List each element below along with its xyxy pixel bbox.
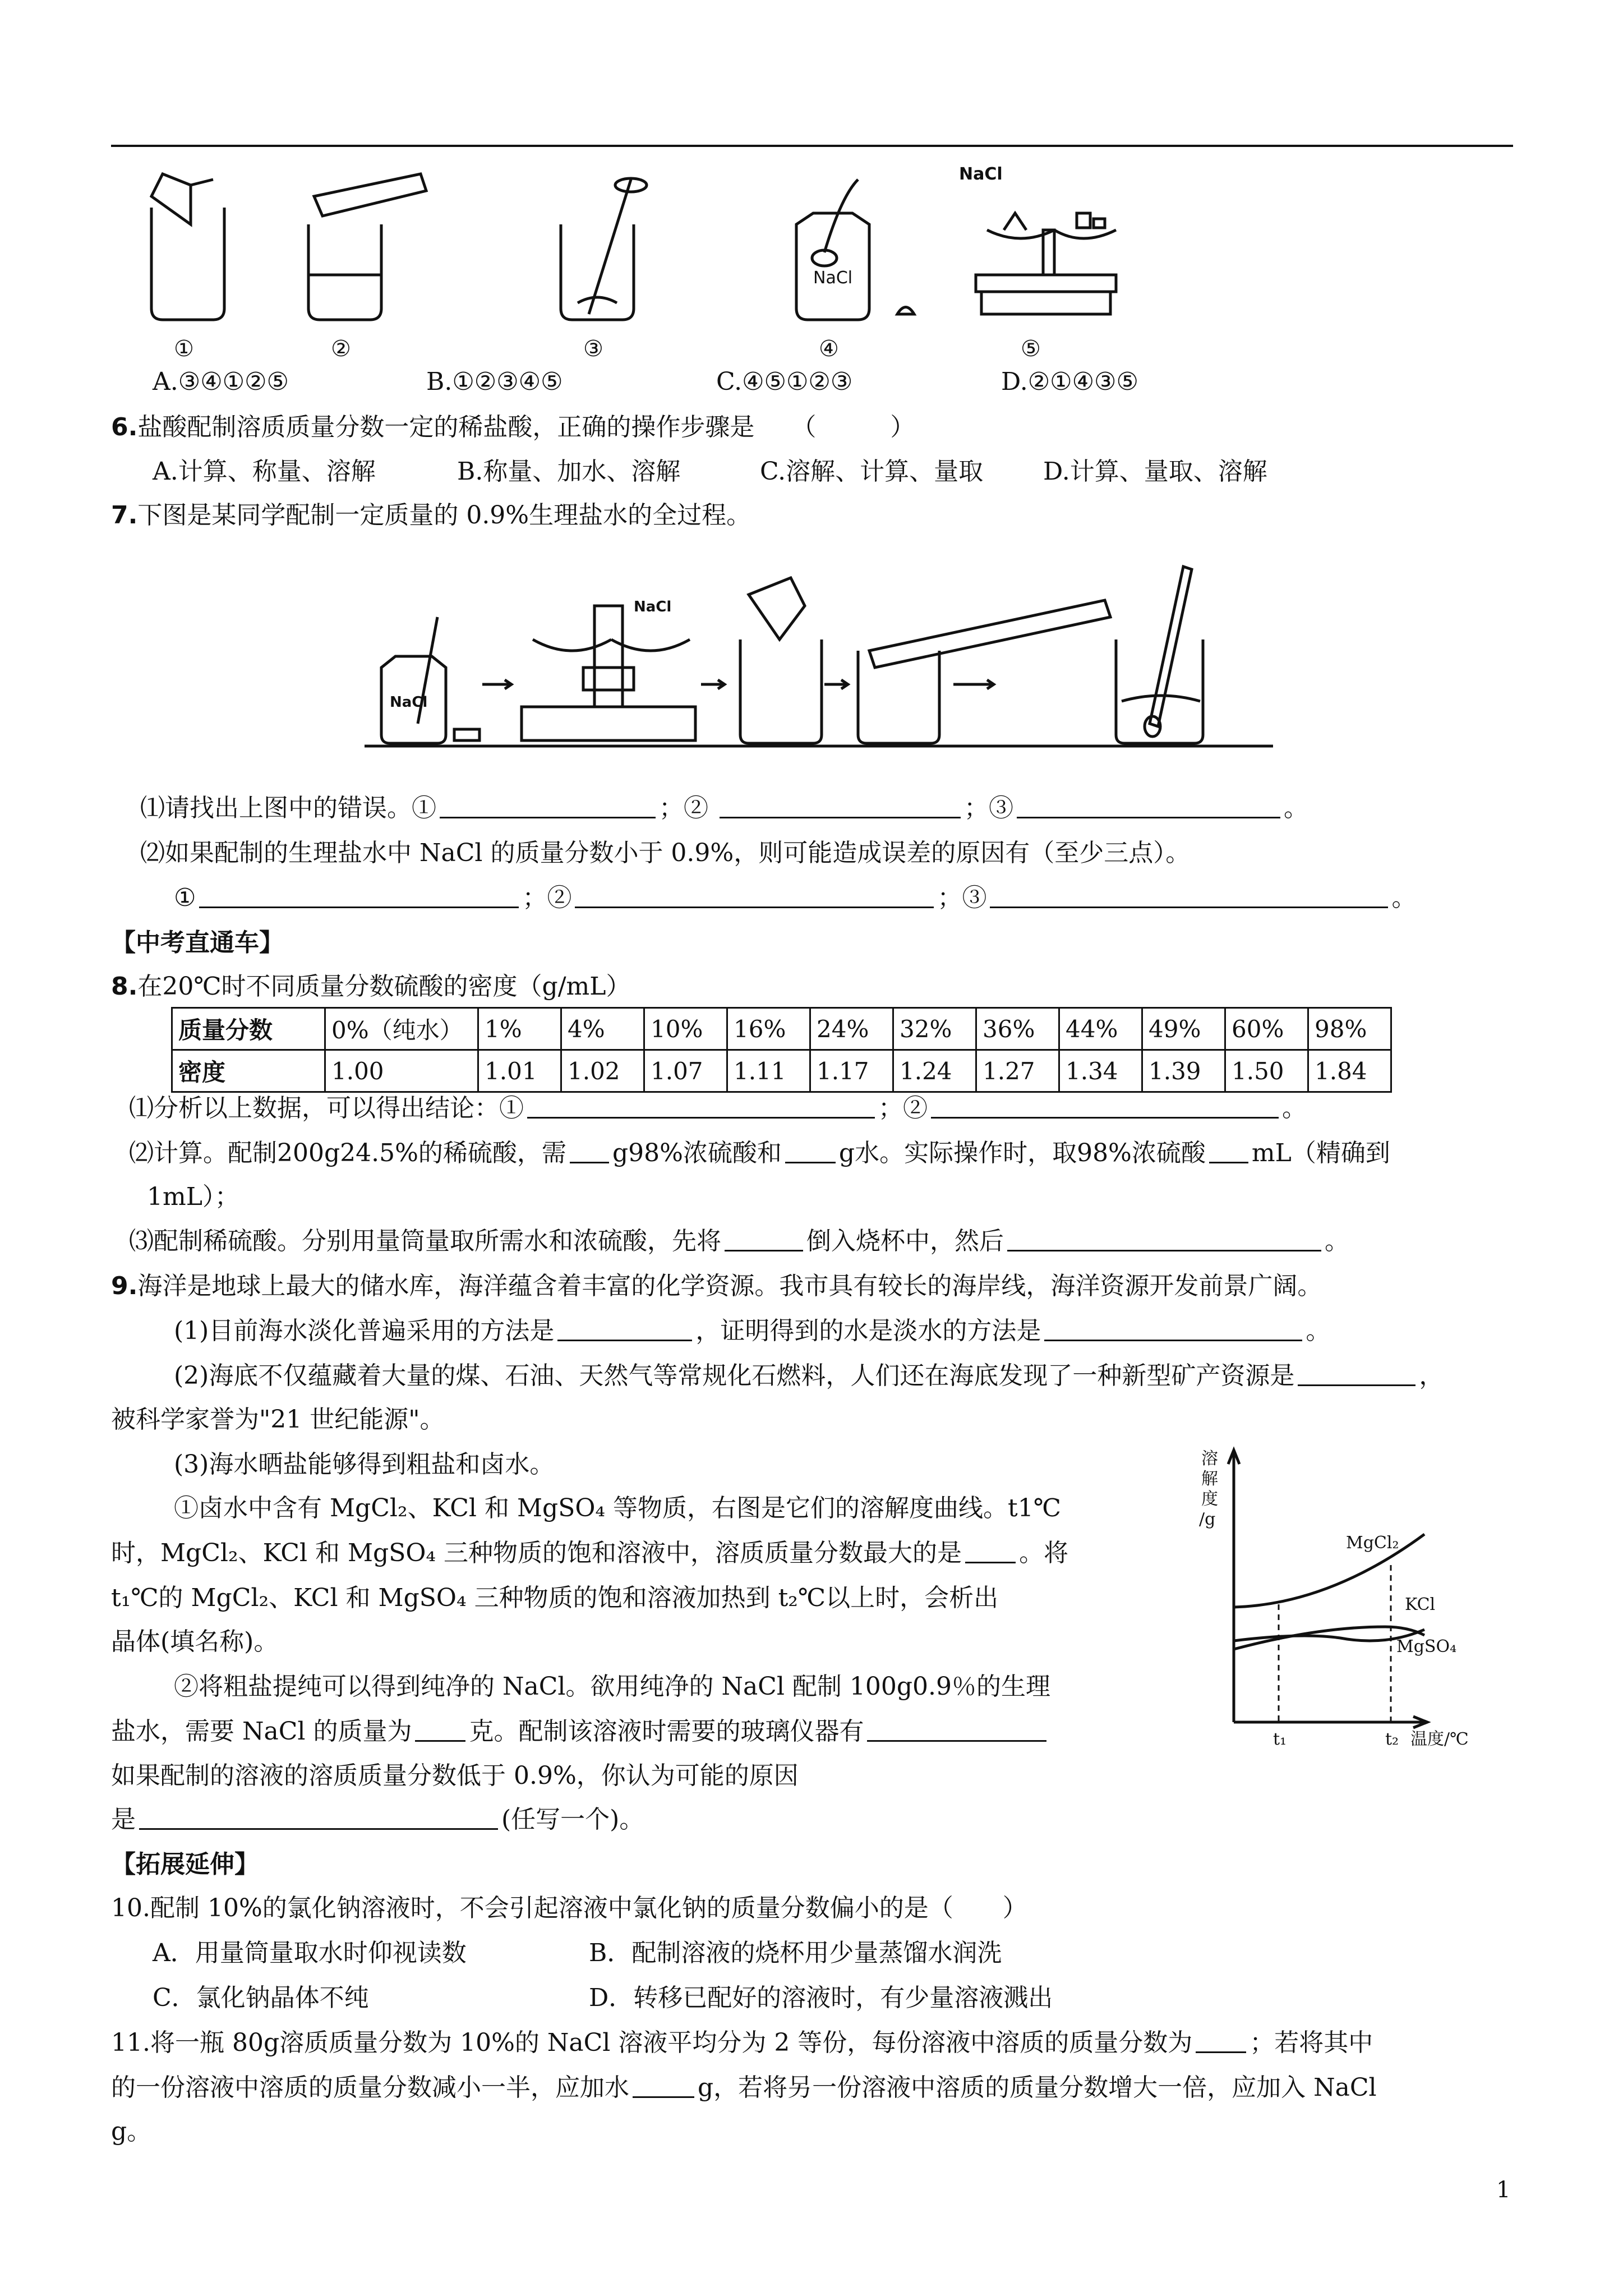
q9-part1 <box>174 1317 1330 1346</box>
table-header-fraction: 质量分数 <box>172 1008 325 1050</box>
table-cell: 1.84 <box>1308 1050 1391 1092</box>
q11-l2b: g，若将另一份溶液中溶质的质量分数增大一倍，应加入 NaCl <box>698 2073 1377 2102</box>
q8-part2-b: g98%浓硫酸和 <box>612 1139 782 1167</box>
q11-blank-1[interactable] <box>1196 2029 1246 2053</box>
q7-part2-blank-3[interactable] <box>990 884 1388 908</box>
q9-c2-l2b: 克。配制该溶液时需要的玻璃仪器有 <box>469 1717 864 1746</box>
table-cell: 16% <box>727 1008 810 1050</box>
q7-p2-circled-1: ① <box>174 884 196 912</box>
table-cell: 1.34 <box>1059 1050 1142 1092</box>
q8-text: 在20℃时不同质量分数硫酸的密度（g/mL） <box>137 972 631 1001</box>
q9-p1-a: (1)目前海水淡化普遍采用的方法是 <box>174 1317 555 1345</box>
q11-blank-2[interactable] <box>633 2074 694 2098</box>
q9-part3: (3)海水晒盐能够得到粗盐和卤水。 <box>174 1450 555 1479</box>
q8-part3-blank-1[interactable] <box>725 1227 803 1251</box>
graph-ylabel-2: 解 <box>1201 1469 1218 1489</box>
q7-part2-blanks <box>174 884 1416 913</box>
q7-part1-blank-1[interactable] <box>440 794 656 818</box>
q11-l2a: 的一份溶液中溶质的质量分数减小一半，应加水 <box>111 2073 629 2102</box>
q7-p2-circled-3: ③ <box>962 884 987 912</box>
q7-sep-1: ； <box>659 794 684 822</box>
q8-part3-c: 。 <box>1325 1227 1349 1255</box>
q7-p2-sep-1: ； <box>522 884 547 912</box>
q8-part1-end: 。 <box>1282 1094 1307 1122</box>
table-cell: 1.27 <box>976 1050 1059 1092</box>
q10-option-a: A．用量筒量取水时仰视读数 <box>153 1939 467 1967</box>
graph-ylabel-4: /g <box>1199 1510 1216 1529</box>
q9-c2-l2a: 盐水，需要 NaCl 的质量为 <box>111 1717 412 1746</box>
q11-line3: g。 <box>111 2117 152 2146</box>
q9-c2-l4a: 是 <box>111 1805 136 1834</box>
figure-num-1: ① <box>174 336 194 362</box>
figure-num-5: ⑤ <box>1021 336 1041 362</box>
section-ext-heading: 【拓展延伸】 <box>111 1850 259 1879</box>
q8-part2-blank-2[interactable] <box>785 1139 836 1163</box>
label-mgcl2: MgCl₂ <box>1346 1533 1399 1553</box>
q8-part2-cont: 1mL）； <box>147 1182 239 1211</box>
graph-xlabel: 温度/℃ <box>1410 1729 1469 1749</box>
q8-stem <box>111 972 630 1002</box>
q5-option-a: A.③④①②⑤ <box>153 367 289 396</box>
q10-option-b: B．配制溶液的烧杯用少量蒸馏水润洗 <box>589 1939 1002 1967</box>
table-header-density: 密度 <box>172 1050 325 1092</box>
q6-option-c: C.溶解、计算、量取 <box>760 457 984 486</box>
graph-ylabel-1: 溶 <box>1201 1449 1218 1469</box>
table-cell: 32% <box>893 1008 976 1050</box>
label-t2: t₂ <box>1385 1729 1399 1749</box>
page-number: 1 <box>1496 2177 1511 2203</box>
q9-c1-l2b: 。将 <box>1019 1539 1069 1567</box>
q8-part1-prefix: ⑴分析以上数据，可以得出结论：① <box>129 1094 524 1122</box>
balance-nacl-label: NaCl <box>959 164 1003 184</box>
q7-part2-blank-2[interactable] <box>575 884 934 908</box>
label-kcl: KCl <box>1405 1595 1436 1614</box>
q7-p2-end: 。 <box>1391 884 1417 912</box>
table-cell: 4% <box>561 1008 644 1050</box>
q7-jar-label: NaCl <box>390 694 428 711</box>
q9-c2-line4 <box>111 1805 644 1835</box>
q9-p2-a: (2)海底不仅蕴藏着大量的煤、石油、天然气等常规化石燃料，人们还在海底发现了一种新型矿产资源是 <box>174 1361 1295 1390</box>
figure-num-2: ② <box>331 336 351 362</box>
table-cell: 60% <box>1225 1008 1308 1050</box>
q7-part2-blank-1[interactable] <box>199 884 519 908</box>
q5-option-d: D.②①④③⑤ <box>1001 367 1138 396</box>
q9-c1-blank[interactable] <box>965 1539 1016 1563</box>
q8-number: 8. <box>111 972 138 1001</box>
q10-option-c: C．氯化钠晶体不纯 <box>153 1984 369 2012</box>
q9-c2-line3: 如果配制的溶液的溶质质量分数低于 0.9%，你认为可能的原因 <box>111 1761 799 1790</box>
table-cell: 1% <box>478 1008 561 1050</box>
q8-part1-blank-2[interactable] <box>931 1094 1279 1119</box>
q5-option-c: C.④⑤①②③ <box>716 367 853 396</box>
q7-process-figure <box>365 555 1273 757</box>
table-cell: 98% <box>1308 1008 1391 1050</box>
label-t1: t₁ <box>1273 1729 1287 1749</box>
q11-line2 <box>111 2073 1377 2103</box>
q11-l1a: 11.将一瓶 80g溶质质量分数为 10%的 NaCl 溶液平均分为 2 等份，每份溶液中溶质的质量分数为 <box>111 2028 1193 2057</box>
figure-num-4: ④ <box>819 336 839 362</box>
table-cell: 1.00 <box>325 1050 478 1092</box>
table-row-density <box>172 1050 1391 1092</box>
q10-option-d: D．转移已配好的溶液时，有少量溶液溅出 <box>589 1984 1053 2012</box>
q6-option-d: D.计算、量取、溶解 <box>1043 457 1267 486</box>
q8-part1-mid: ；② <box>878 1094 928 1122</box>
q9-c1-line2 <box>111 1539 1068 1568</box>
q7-part1-blank-3[interactable] <box>1017 794 1280 818</box>
q7-number: 7. <box>111 501 138 530</box>
table-cell: 24% <box>810 1008 893 1050</box>
q6-text: 盐酸配制溶质质量分数一定的稀盐酸，正确的操作步骤是 （ ） <box>137 413 915 441</box>
q9-c2-l4b: (任写一个)。 <box>501 1805 644 1834</box>
q7-part2: ⑵如果配制的生理盐水中 NaCl 的质量分数小于 0.9%，则可能造成误差的原因有（至少三点）。 <box>140 839 1191 867</box>
q6-stem <box>111 413 915 443</box>
table-cell: 49% <box>1142 1008 1225 1050</box>
q7-p2-circled-2: ② <box>547 884 572 912</box>
q9-c2-line2 <box>111 1717 1050 1747</box>
q9-c1-line4: 晶体(填名称)。 <box>111 1627 279 1656</box>
q8-part1 <box>129 1094 1307 1124</box>
q9-stem <box>111 1272 1322 1301</box>
q9-c1-l2a: 时，MgCl₂、KCl 和 MgSO₄ 三种物质的饱和溶液中，溶质质量分数最大的是 <box>111 1539 962 1567</box>
solubility-graph <box>1189 1442 1503 1756</box>
q6-option-b: B.称量、加水、溶解 <box>457 457 681 486</box>
q9-number: 9. <box>111 1272 138 1300</box>
table-cell: 1.11 <box>727 1050 810 1092</box>
q7-stem <box>111 501 751 531</box>
q11-l1b: ；若将其中 <box>1249 2028 1373 2057</box>
q5-lab-figure <box>129 163 1138 365</box>
q9-text: 海洋是地球上最大的储水库，海洋蕴含着丰富的化学资源。我市具有较长的海岸线，海洋资源开发前景广阔。 <box>137 1272 1322 1300</box>
q6-number: 6. <box>111 413 138 441</box>
q6-option-a: A.计算、称量、溶解 <box>153 457 376 486</box>
q7-sep-2: ； <box>964 794 989 822</box>
q9-p1-blank-1[interactable] <box>557 1317 692 1341</box>
table-cell: 44% <box>1059 1008 1142 1050</box>
label-mgso4: MgSO₄ <box>1396 1637 1457 1657</box>
table-cell: 1.24 <box>893 1050 976 1092</box>
q7-text: 下图是某同学配制一定质量的 0.9%生理盐水的全过程。 <box>137 501 751 530</box>
q8-part3-a: ⑶配制稀硫酸。分别用量筒量取所需水和浓硫酸，先将 <box>129 1227 721 1255</box>
table-cell: 10% <box>644 1008 727 1050</box>
q8-part2 <box>129 1139 1390 1168</box>
jar-nacl-label: NaCl <box>813 268 853 288</box>
q9-p1-c: 。 <box>1306 1317 1331 1345</box>
q7-part1-prefix: ⑴请找出上图中的错误。① <box>140 794 436 822</box>
q7-end-1: 。 <box>1284 794 1308 822</box>
q9-p1-b: ，证明得到的水是淡水的方法是 <box>695 1317 1041 1345</box>
q8-part2-blank-3[interactable] <box>1209 1139 1248 1163</box>
q8-part3-blank-2[interactable] <box>1007 1227 1321 1251</box>
q9-c2-blank-3[interactable] <box>139 1806 498 1830</box>
q9-part2 <box>174 1361 1444 1391</box>
table-cell: 1.39 <box>1142 1050 1225 1092</box>
q8-part3-b: 倒入烧杯中，然后 <box>806 1227 1004 1255</box>
q8-part2-d: mL（精确到 <box>1251 1139 1390 1167</box>
q10-stem: 10.配制 10%的氯化钠溶液时，不会引起溶液中氯化钠的质量分数偏小的是（ ） <box>111 1894 1027 1922</box>
q8-part2-blank-1[interactable] <box>570 1139 609 1163</box>
q9-part2-cont: 被科学家誉为"21 世纪能源"。 <box>111 1405 445 1434</box>
q7-circled-3: ③ <box>989 794 1013 822</box>
table-cell: 36% <box>976 1008 1059 1050</box>
q9-c2-blank-2[interactable] <box>867 1718 1046 1742</box>
table-cell: 1.07 <box>644 1050 727 1092</box>
q7-part1-blank-2[interactable] <box>720 794 961 818</box>
table-cell: 1.01 <box>478 1050 561 1092</box>
table-cell: 1.02 <box>561 1050 644 1092</box>
q9-p2-b: ， <box>1419 1361 1444 1390</box>
q7-balance-label: NaCl <box>634 599 672 615</box>
q7-part1 <box>140 794 1308 823</box>
table-row-fraction <box>172 1008 1391 1050</box>
header-rule <box>111 145 1513 147</box>
q11-line1 <box>111 2028 1373 2058</box>
q9-p2-blank[interactable] <box>1298 1362 1415 1386</box>
q8-part2-c: g水。实际操作时，取98%浓硫酸 <box>838 1139 1206 1167</box>
table-cell: 0%（纯水） <box>325 1008 478 1050</box>
q9-p1-blank-2[interactable] <box>1044 1317 1302 1341</box>
q8-density-table <box>171 1007 1392 1093</box>
graph-ylabel-3: 度 <box>1201 1489 1218 1509</box>
q7-p2-sep-2: ； <box>937 884 962 912</box>
figure-num-3: ③ <box>583 336 603 362</box>
q7-circled-2: ② <box>684 794 708 822</box>
section-exam-heading: 【中考直通车】 <box>111 928 284 957</box>
q9-c2-blank-1[interactable] <box>415 1718 465 1742</box>
q9-c2-line1: ②将粗盐提纯可以得到纯净的 NaCl。欲用纯净的 NaCl 配制 100g0.9％的生理 <box>174 1672 1051 1701</box>
q8-part1-blank-1[interactable] <box>527 1094 875 1119</box>
q9-c1-line3: t₁℃的 MgCl₂、KCl 和 MgSO₄ 三种物质的饱和溶液加热到 t₂℃以上时，会析出 <box>111 1584 999 1612</box>
q9-c1-line1: ①卤水中含有 MgCl₂、KCl 和 MgSO₄ 等物质，右图是它们的溶解度曲线。t1℃ <box>174 1494 1061 1522</box>
table-cell: 1.50 <box>1225 1050 1308 1092</box>
q5-option-b: B.①②③④⑤ <box>426 367 563 396</box>
table-cell: 1.17 <box>810 1050 893 1092</box>
q8-part2-a: ⑵计算。配制200g24.5%的稀硫酸，需 <box>129 1139 566 1167</box>
q8-part3 <box>129 1227 1349 1257</box>
